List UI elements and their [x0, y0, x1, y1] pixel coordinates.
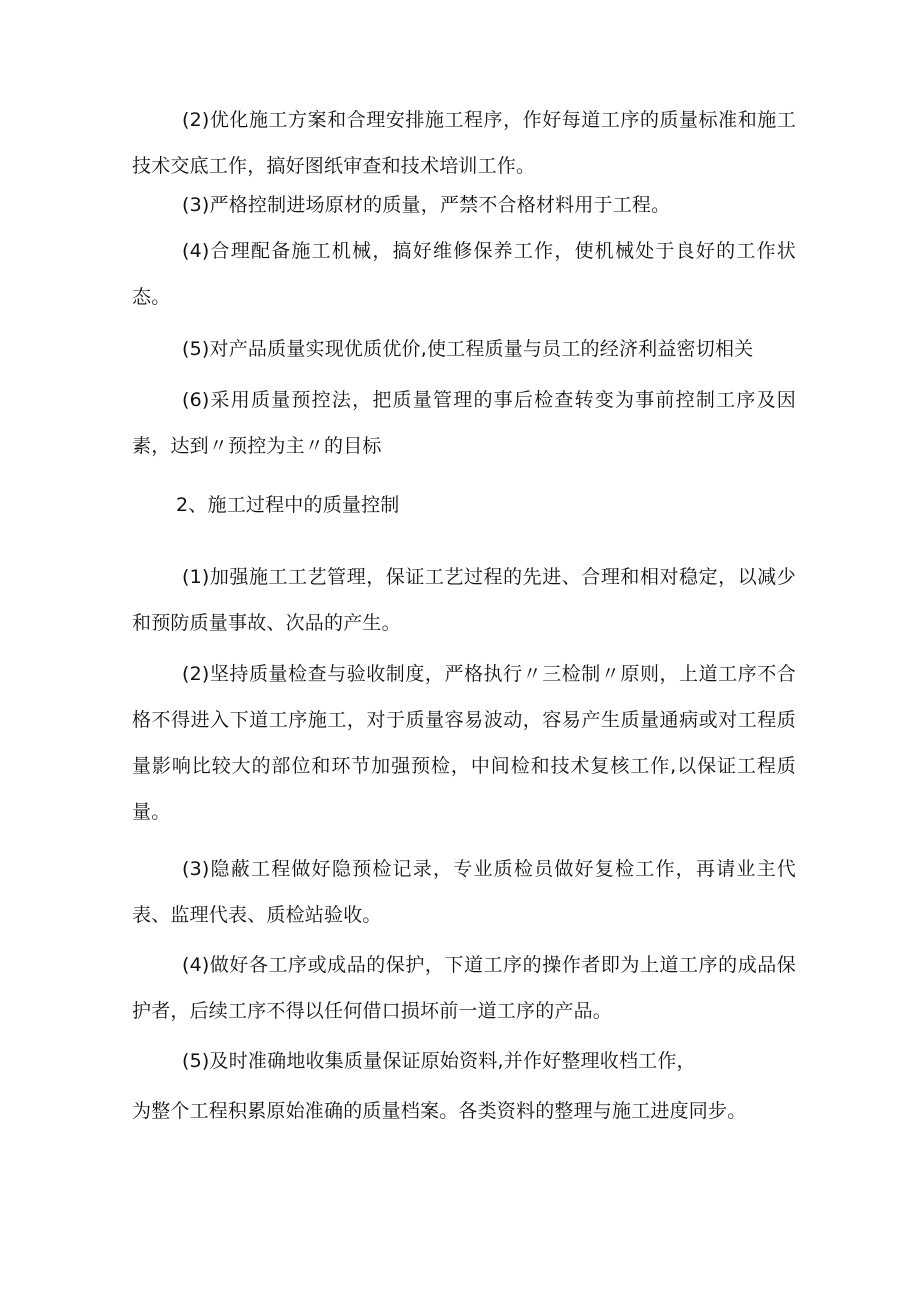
paragraph-inspection-system: (2)坚持质量检查与验收制度，严格执行〃三检制〃原则，上道工序不合格不得进入下道工序施工，对于质量容易波动，容易产生质量通病或对工程质量影响比较大的部位和环节加强预检，中间检和技术复核工作,以保证工程质量。: [132, 663, 796, 823]
paragraph-process-management: (1)加强施工工艺管理，保证工艺过程的先进、合理和相对稳定，以减少和预防质量事故、次品的产生。: [132, 566, 796, 634]
paragraph-records-continued: 为整个工程积累原始准确的质量档案。各类资料的整理与施工进度同步。: [132, 1100, 747, 1122]
paragraph-pre-control: (6)采用质量预控法，把质量管理的事后检查转变为事前控制工序及因素，达到〃预控为主〃的目标: [132, 389, 796, 457]
paragraph-quality-price: (5)对产品质量实现优质优价,使工程质量与员工的经济利益密切相关: [182, 338, 754, 360]
paragraph-machinery: (4)合理配备施工机械，搞好维修保养工作，使机械处于良好的工作状态。: [132, 240, 796, 308]
paragraph-hidden-works: (3)隐蔽工程做好隐预检记录，专业质检员做好复检工作，再请业主代表、监理代表、质检站验收。: [132, 858, 796, 926]
section-heading: 2、施工过程中的质量控制: [176, 494, 400, 516]
paragraph-records: (5)及时准确地收集质量保证原始资料,并作好整理收档工作，: [182, 1050, 696, 1072]
paragraph-product-protection: (4)做好各工序或成品的保护，下道工序的操作者即为上道工序的成品保护者，后续工序不得以任何借口损坏前一道工序的产品。: [132, 954, 796, 1022]
paragraph-raw-material: (3)严格控制进场原材的质量，严禁不合格材料用于工程。: [182, 194, 671, 216]
paragraph-construction-plan: (2)优化施工方案和合理安排施工程序，作好每道工序的质量标准和施工技术交底工作，搞好图纸审查和技术培训工作。: [132, 109, 796, 177]
